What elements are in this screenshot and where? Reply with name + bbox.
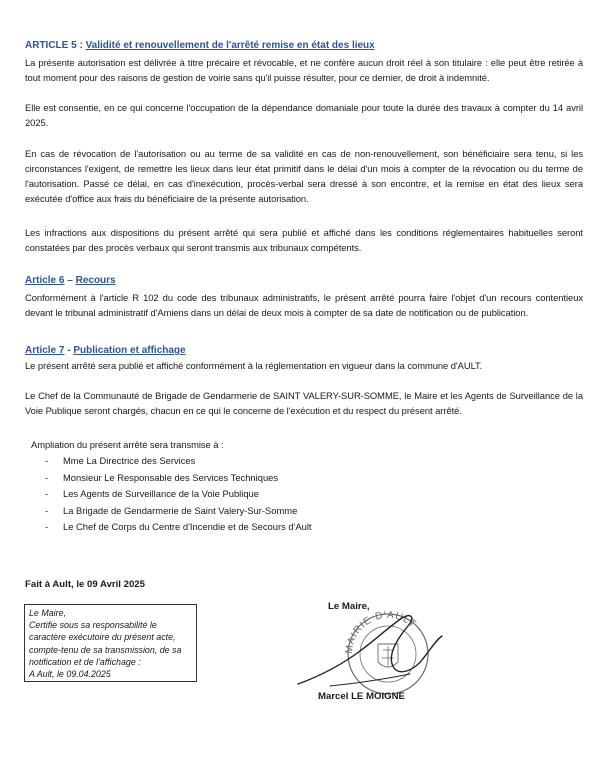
article-7-title: Publication et affichage xyxy=(73,345,186,356)
article-7-paragraph: Le présent arrêté sera publié et affiché conformément à la réglementation en vigueur dans la commune d'AULT. xyxy=(25,360,483,371)
list-item xyxy=(30,503,312,520)
certification-line: Le Maire, xyxy=(29,608,66,618)
article-5-prefix: ARTICLE 5 : xyxy=(25,40,86,51)
stamp-text: MAIRIE D'AULT xyxy=(343,609,419,655)
article-7-separator: - xyxy=(64,345,74,356)
article-5-paragraph: Elle est consentie, en ce qui concerne l'occupation de la dépendance domaniale pour toute la durée des travaux à compter du 14 avril 2025. xyxy=(25,102,583,128)
certification-line: Certifie sous sa responsabilité le xyxy=(29,620,157,631)
mayor-name: Marcel LE MOIGNE xyxy=(318,691,405,702)
article-6-title: Recours xyxy=(75,275,116,286)
article-7-heading xyxy=(25,344,186,358)
article-7-paragraph: Le Chef de la Communauté de Brigade de Gendarmerie de SAINT VALERY-SUR-SOMME, le Maire et les Agents de Surveillance de la Voie Publique seront chargés, chacun en ce qui le concerne de l'exécution et du respect du présent arrêté. xyxy=(25,390,583,416)
ampliation-intro-text: Ampliation du présent arrêté sera transmise à : xyxy=(31,439,224,450)
recipient: Le Chef de Corps du Centre d'Incendie et de Secours d'Ault xyxy=(63,521,312,532)
article-6-prefix: Article 6 xyxy=(25,275,65,286)
article-6-p1 xyxy=(25,290,583,320)
certification-line: caractère exécutoire du présent acte, xyxy=(29,632,176,643)
ampliation-list xyxy=(30,453,312,536)
article-5-p3 xyxy=(25,146,583,206)
mairie-stamp-seal xyxy=(290,596,450,696)
article-6-heading xyxy=(25,274,116,288)
recipient: Monsieur Le Responsable des Services Techniques xyxy=(63,471,279,483)
ampliation-intro xyxy=(31,437,589,452)
recipient: Les Agents de Surveillance de la Voie Publique xyxy=(63,488,259,499)
article-5-paragraph: Les infractions aux dispositions du présent arrêté qui sera publié et affiché dans les conditions réglementaires habituelles seront constatées par des procès verbaux qui seront transmis aux tribunaux compétents. xyxy=(25,227,583,253)
list-item xyxy=(30,453,312,470)
list-dash: - xyxy=(45,504,49,516)
certification-line: A Ault, le 09.04.2025 xyxy=(29,669,111,680)
list-dash: - xyxy=(45,455,49,466)
article-5-p1 xyxy=(25,55,583,85)
article-7-p2 xyxy=(25,388,583,418)
article-5-paragraph: En cas de révocation de l'autorisation ou au terme de sa validité en cas de non-renouvellement, son bénéficiaire sera tenu, si les circonstances l'exigent, de remettre les lieux dans leur état primitif dans le délai d'un mois à compter de la révocation ou du terme de l'autorisation. Passé ce délai, en cas d'inexécution, procès-verbal sera dressé à son encontre, et la remise en état des lieux sera exécutée d'office aux frais du bénéficiaire de la présente autorisation. xyxy=(25,148,583,204)
article-6-separator: – xyxy=(64,275,76,286)
mayor-title: Le Maire, xyxy=(328,601,370,612)
recipient: Mme La Directrice des Services xyxy=(63,455,196,466)
article-5-p2 xyxy=(25,100,583,130)
article-7-p1 xyxy=(25,358,583,373)
article-5-title: Validité et renouvellement de l'arrêté remise en état des lieux xyxy=(85,40,375,51)
article-7-prefix: Article 7 xyxy=(25,345,65,356)
list-dash: - xyxy=(45,488,49,499)
certification-line: notification et de l'affichage : xyxy=(29,656,141,667)
certification-line: compte-tenu de sa transmission, de sa xyxy=(29,644,182,655)
recipient: La Brigade de Gendarmerie de Saint Valery-Sur-Somme xyxy=(63,504,298,516)
list-dash: - xyxy=(45,471,49,483)
article-5-heading xyxy=(25,39,375,53)
list-dash: - xyxy=(45,521,49,532)
list-item xyxy=(30,470,312,487)
article-6-paragraph: Conformément à l'article R 102 du code des tribunaux administratifs, le présent arrêté pourra faire l'objet d'un recours contentieux devant le tribunal administratif d'Amiens dans un délai de deux mois à compter de sa date de notification ou de publication. xyxy=(25,292,583,318)
certification-box xyxy=(24,604,197,682)
list-item xyxy=(30,519,312,536)
list-item xyxy=(30,486,312,503)
article-5-p4 xyxy=(25,225,583,255)
place-date: Fait à Ault, le 09 Avril 2025 xyxy=(25,579,145,590)
article-5-paragraph: La présente autorisation est délivrée à titre précaire et révocable, et ne confère aucun droit réel à son titulaire : elle peut être retirée à tout moment pour des raisons de gestion de voirie sans qu'il puisse résulter, pour ce dernier, de droit à indemnité. xyxy=(25,57,583,83)
